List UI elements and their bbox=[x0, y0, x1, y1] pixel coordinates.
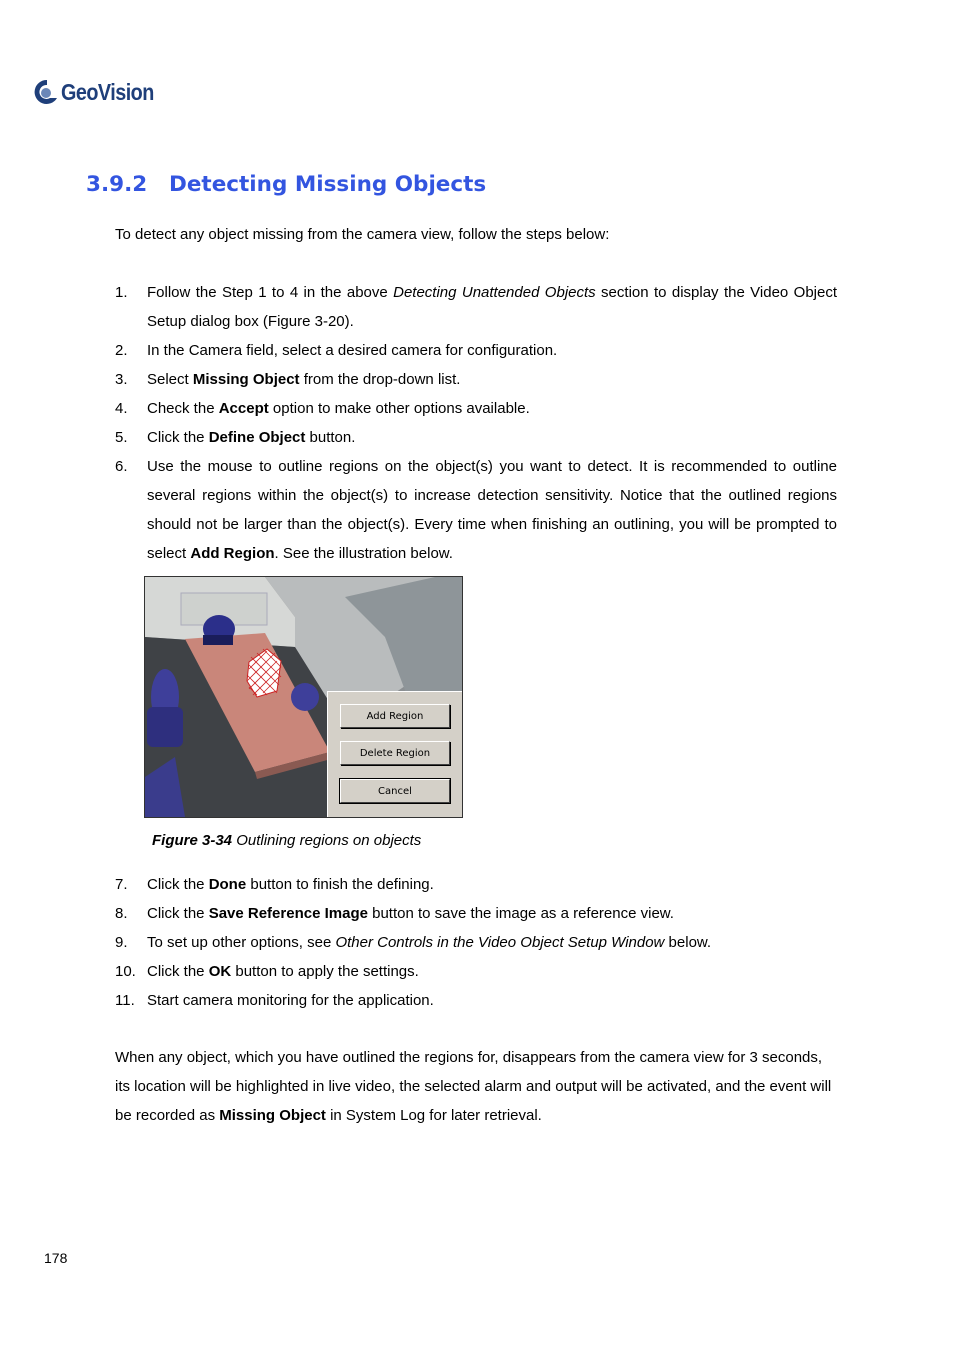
text-run: button to finish the defining. bbox=[246, 876, 434, 893]
list-item-text bbox=[147, 336, 837, 365]
text-run: button. bbox=[305, 429, 356, 446]
list-item-number: 10. bbox=[115, 963, 136, 980]
text-run: Click the bbox=[147, 429, 209, 446]
figure-camera-view bbox=[144, 576, 463, 818]
text-run: . See the illustration below. bbox=[274, 545, 453, 562]
bold-term: Save Reference Image bbox=[208, 905, 368, 922]
list-item-text bbox=[147, 870, 837, 899]
list-item-text bbox=[147, 452, 837, 568]
text-run: button to apply the settings. bbox=[231, 963, 419, 980]
text-run: in System Log for later retrieval. bbox=[325, 1107, 542, 1124]
list-item bbox=[115, 452, 837, 568]
list-item-text bbox=[147, 899, 837, 928]
text-run: When any object, which you have outlined the regions for, disappears from the camera view for 3 seconds, its location will be highlighted in live video, the selected alarm and output will be activated, and the event will be recorded as bbox=[115, 1049, 832, 1124]
list-item-number: 7. bbox=[115, 876, 128, 893]
closing-paragraph bbox=[115, 1043, 837, 1130]
intro-text: To detect any object missing from the camera view, follow the steps below: bbox=[115, 226, 610, 243]
text-run: Click the bbox=[147, 963, 209, 980]
list-item-number: 11. bbox=[115, 992, 135, 1009]
list-item bbox=[115, 870, 837, 899]
list-item-number: 8. bbox=[115, 905, 128, 922]
bold-term: Add Region bbox=[190, 545, 275, 562]
list-item-number: 1. bbox=[115, 284, 128, 301]
list-item bbox=[115, 423, 837, 452]
text-run: button to save the image as a reference view. bbox=[367, 905, 674, 922]
list-item-text bbox=[147, 957, 837, 986]
list-item-number: 3. bbox=[115, 371, 128, 388]
bold-term: Missing Object bbox=[219, 1107, 326, 1124]
text-run: Follow the Step 1 to 4 in the above bbox=[147, 284, 394, 301]
text-run: To set up other options, see bbox=[147, 934, 336, 951]
section-title: Detecting Missing Objects bbox=[169, 172, 487, 197]
text-run: option to make other options available. bbox=[268, 400, 530, 417]
list-item-text bbox=[147, 928, 837, 957]
italic-reference: Other Controls in the Video Object Setup Window bbox=[335, 934, 665, 951]
bold-term: OK bbox=[208, 963, 232, 980]
list-item-number: 2. bbox=[115, 342, 128, 359]
list-item bbox=[115, 957, 837, 986]
list-item-text bbox=[147, 986, 837, 1015]
list-item-text bbox=[147, 278, 837, 336]
bold-term: Done bbox=[208, 876, 247, 893]
section-number: 3.9.2 bbox=[86, 172, 148, 197]
list-item-text bbox=[147, 423, 837, 452]
list-item bbox=[115, 986, 837, 1015]
text-run: In the Camera field, select a desired camera for configuration. bbox=[147, 342, 558, 359]
list-item bbox=[115, 278, 837, 336]
text-run: from the drop-down list. bbox=[299, 371, 461, 388]
figure-caption bbox=[152, 832, 421, 849]
section-heading bbox=[86, 172, 486, 197]
logo-text: GeoVision bbox=[61, 78, 154, 105]
steps-list-continued bbox=[115, 870, 837, 1015]
list-item-number: 6. bbox=[115, 458, 128, 475]
geovision-logo-icon bbox=[31, 76, 59, 108]
list-item bbox=[115, 928, 837, 957]
steps-list bbox=[115, 278, 837, 568]
text-run: below. bbox=[664, 934, 712, 951]
text-run: Select bbox=[147, 371, 193, 388]
bold-term: Accept bbox=[218, 400, 269, 417]
text-run: section to display the Video Object Setup dialog box (Figure 3-20). bbox=[147, 284, 838, 330]
list-item-text bbox=[147, 365, 837, 394]
cancel-button[interactable]: Cancel bbox=[340, 779, 450, 803]
bold-term: Missing Object bbox=[192, 371, 300, 388]
text-run: Use the mouse to outline regions on the object(s) you want to detect. It is recommended to outline several regions within the object(s) to increase detection sensitivity. Notice that the outlined regions should not be larger than the object(s). Every time when finishing an outlining, you will be prompted to select bbox=[147, 458, 837, 562]
text-run: Check the bbox=[147, 400, 219, 417]
geovision-logo bbox=[31, 72, 169, 112]
text-run: Start camera monitoring for the application. bbox=[147, 992, 434, 1009]
bold-term: Define Object bbox=[208, 429, 306, 446]
list-item-number: 5. bbox=[115, 429, 128, 446]
add-region-button[interactable]: Add Region bbox=[340, 704, 450, 728]
list-item bbox=[115, 394, 837, 423]
delete-region-button[interactable]: Delete Region bbox=[340, 741, 450, 765]
list-item-number: 9. bbox=[115, 934, 128, 951]
list-item bbox=[115, 365, 837, 394]
figure-caption-label: Figure 3-34 bbox=[152, 832, 233, 849]
region-context-menu bbox=[327, 691, 463, 818]
text-run: Click the bbox=[147, 876, 209, 893]
list-item bbox=[115, 899, 837, 928]
list-item-text bbox=[147, 394, 837, 423]
figure-caption-text: Outlining regions on objects bbox=[232, 832, 422, 849]
list-item-number: 4. bbox=[115, 400, 128, 417]
page-number: 178 bbox=[44, 1250, 68, 1266]
italic-reference: Detecting Unattended Objects bbox=[393, 284, 596, 301]
text-run: Click the bbox=[147, 905, 209, 922]
list-item bbox=[115, 336, 837, 365]
